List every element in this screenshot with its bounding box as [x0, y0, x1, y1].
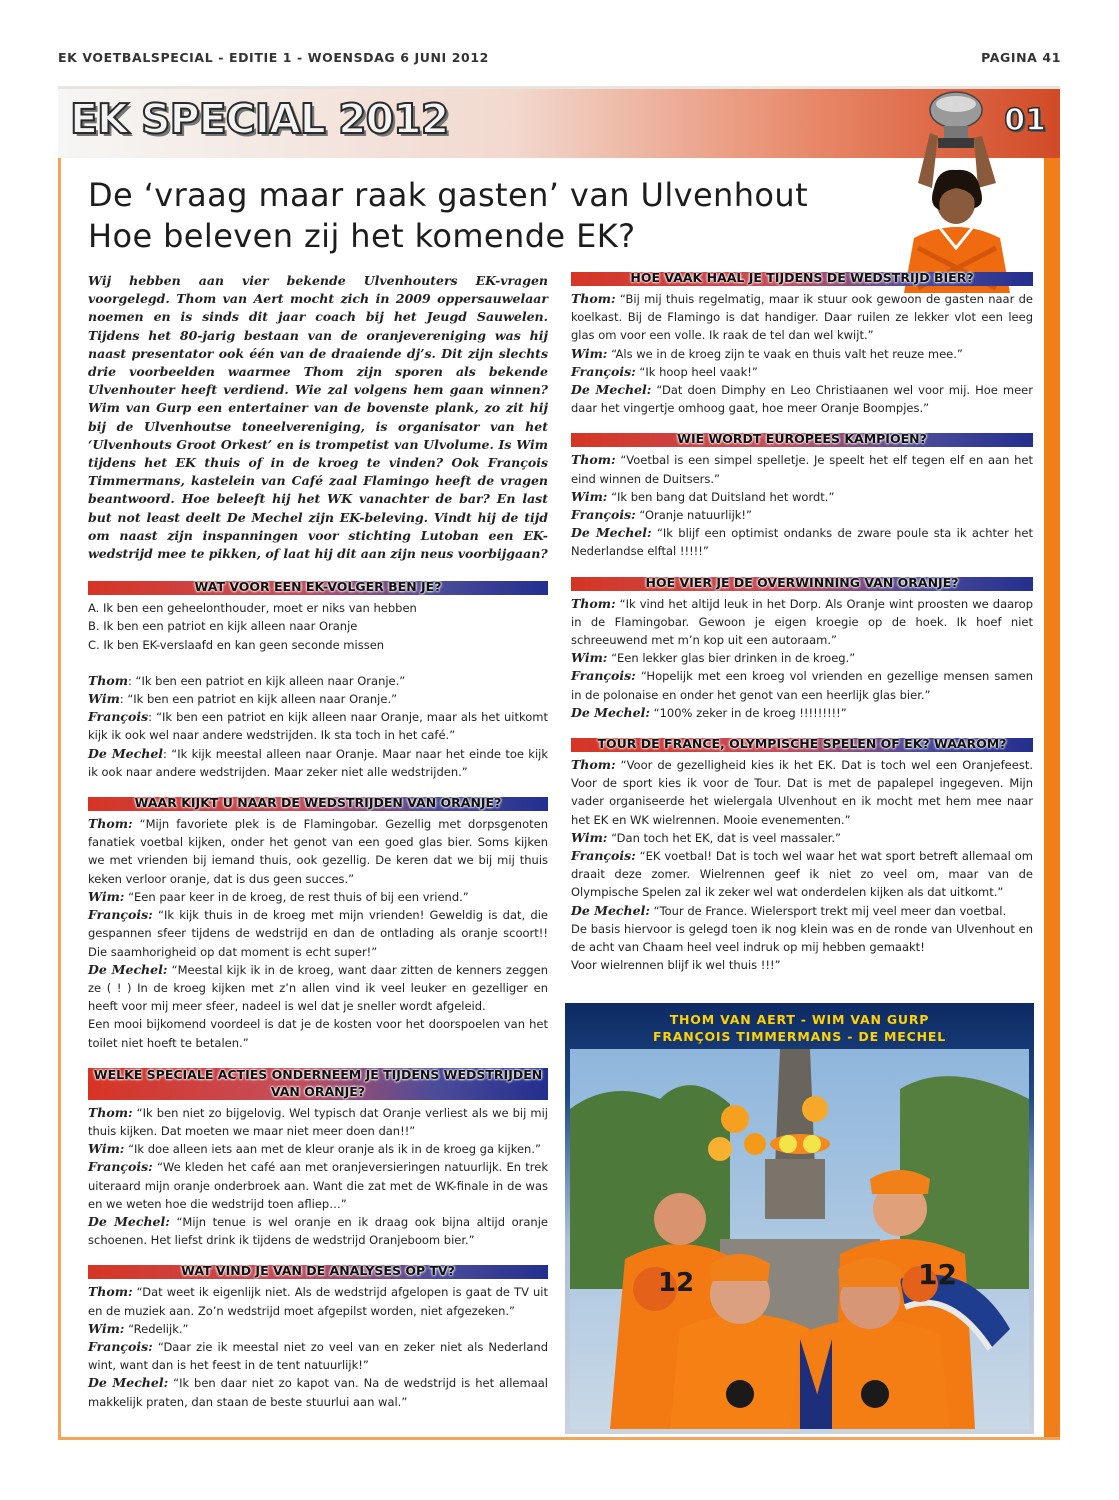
photo-caption	[565, 1011, 1034, 1045]
question-heading-text: TOUR DE FRANCE, OLYMPISCHE SPELEN OF EK? WAAROM?	[597, 736, 1007, 752]
photo-caption-line-2: FRANÇOIS TIMMERMANS - DE MECHEL	[653, 1029, 946, 1044]
speaker-name: De Mechel:	[571, 704, 650, 720]
speaker-name: Wim:	[571, 488, 608, 504]
question-heading-speciale-acties	[88, 1068, 548, 1100]
right-column	[571, 272, 1033, 975]
speaker-name: François:	[571, 668, 636, 684]
answer-text: “Bij mij thuis regelmatig, maar ik stuur ook gewoon de gasten naar de koelkast. Bij de Flamingo is dat handiger. Daar ruilen ze lekker vlot een leeg glas om voor een volle. Ik raak de tel dan wel kwijt.”	[571, 292, 1033, 343]
running-header	[58, 50, 1061, 68]
shirt-number-left: 12	[658, 1268, 695, 1298]
answer-thom	[571, 595, 1033, 650]
answer-text: “Daar zie ik meestal niet zo veel van en zeker niet als Nederland wint, want dan is het feest in de tent natuurlijk!”	[88, 1339, 548, 1373]
answer-francois	[571, 847, 1033, 902]
speaker-name: François:	[88, 1159, 153, 1175]
answer-de-mechel	[571, 704, 1033, 722]
answer-wim	[571, 345, 1033, 363]
speaker-name: François:	[88, 907, 153, 923]
option-c: C. Ik ben EK-verslaafd en kan geen seconde missen	[88, 637, 385, 652]
answer-wim	[88, 888, 548, 906]
speaker-name: François:	[571, 848, 636, 864]
answer-de-mechel	[88, 961, 548, 1016]
answer-text: “Mijn tenue is wel oranje en ik draag ook bijna altijd oranje schoenen. Het liefst drink ik tijdens de wedstrijd Oranjeboom bier.”	[88, 1214, 548, 1248]
question-heading-text: WAAR KIJKT U NAAR DE WEDSTRIJDEN VAN ORANJE?	[134, 795, 502, 811]
speaker-name: De Mechel:	[88, 1213, 170, 1229]
answer-wim	[571, 649, 1033, 667]
answer-francois	[571, 363, 1033, 381]
answer-text: “100% zeker in de kroeg !!!!!!!!!”	[649, 705, 847, 720]
page-number: PAGINA 41	[981, 50, 1061, 65]
answer-continuation: Voor wielrennen blijf ik wel thuis !!!”	[571, 958, 781, 973]
speaker-name: Wim:	[571, 829, 608, 845]
banner-title: EK SPECIAL 2012	[70, 95, 449, 143]
answer-text: “Mijn favoriete plek is de Flamingobar. Gezellig met dorpsgenoten fanatiek voetbal kijken, onder het genot van een goed glas bier. Soms kijken we met vrienden bij iemand thuis, ook gezellig. De keren dat we bij mij thuis keken verloor oranje, dat is dus geen succes.”	[88, 817, 548, 886]
answer-text: “Ik ben niet zo bijgelovig. Wel typisch dat Oranje verliest als we bij mij thuis kijken. Dat moeten we maar niet meer doen dan!!”	[88, 1105, 548, 1138]
answer-text: : “Ik ben een patriot en kijk alleen naar Oranje.”	[127, 673, 406, 688]
speaker-name: Wim:	[88, 1320, 125, 1336]
speaker-name: Wim:	[88, 1141, 125, 1157]
question-heading-analyses	[88, 1265, 548, 1279]
answer-text: “Dan toch het EK, dat is veel massaler.”	[607, 830, 841, 845]
answer-de-mechel	[571, 902, 1033, 920]
answer-text: “Ik hoop heel vaak!”	[635, 364, 758, 379]
question-heading-volger	[88, 581, 548, 595]
answer-text: “Ik doe alleen iets aan met de kleur oranje als ik in de kroeg ga kijken.”	[124, 1142, 541, 1157]
answer-wim	[88, 1140, 548, 1158]
question-heading-text: WAT VOOR EEN EK-VOLGER BEN JE?	[194, 579, 442, 595]
answer-de-mechel	[571, 381, 1033, 417]
answer-text: “Voor de gezelligheid kies ik het EK. Dat is toch wel een Oranjefeest. Voor de sport kies ik voor de Tour. Dat is met de papalepel ingegeven. Mijn vader organiseerde het wielergala Ulvenhout en ik mocht met hem mee naar het EK en WK wielrennen. Mooie evenementen.”	[571, 758, 1033, 827]
answer-text: “Een paar keer in de kroeg, de rest thuis of bij een vriend.”	[124, 889, 469, 904]
photo-caption-line-1: THOM VAN AERT - WIM VAN GURP	[669, 1012, 930, 1027]
answer-text: “Tour de France. Wielersport trekt mij veel meer dan voetbal.	[649, 903, 1007, 918]
answer-de-mechel	[88, 1374, 548, 1410]
headline-line-1: De ‘vraag maar raak gasten’ van Ulvenhout	[88, 176, 809, 214]
answer-text: “EK voetbal! Dat is toch wel waar het wat sport betreft allemaal om draait deze zomer. Wielrennen geef ik niet zo veel om, maar van de Olympische Spelen zal ik zeker wel wat onderdelen kijken als dat uitkomt.”	[571, 849, 1033, 900]
banner-number: 01	[1004, 103, 1046, 138]
running-header-edition: EK VOETBALSPECIAL - EDITIE 1 - WOENSDAG 6 JUNI 2012	[58, 50, 489, 65]
spacer	[88, 654, 548, 672]
speaker-name: De Mechel:	[571, 525, 652, 541]
answer-text: “Ik blijf een optimist ondanks de zware poule sta ik achter het Nederlandse elftal !!!!!”	[571, 526, 1033, 559]
answer-thom	[571, 451, 1033, 487]
answer-text: “Een lekker glas bier drinken in de kroeg.”	[607, 651, 856, 666]
answer-francois	[88, 708, 548, 744]
answer-de-mechel	[88, 745, 548, 781]
headline-line-2: Hoe beleven zij het komende EK?	[88, 217, 636, 255]
answer-text: “Als we in de kroeg zijn te vaak en thuis valt het reuze mee.”	[607, 346, 963, 361]
answer-options	[88, 599, 548, 654]
speaker-name: Wim:	[571, 345, 608, 361]
speaker-name: Wim:	[571, 650, 608, 666]
answer-wim	[571, 488, 1033, 506]
right-orange-bar	[1044, 158, 1060, 1440]
answer-text: “Meestal kijk ik in de kroeg, want daar zitten de kenners zeggen ze ( ! ) In de kroeg kijken met z’n allen vind ik veel leuker en gezelliger en heeft voor mij meer sfeer, nadeel is wel dat je sneller wordt afgeleid.	[88, 962, 548, 1014]
speaker-name: Wim:	[88, 888, 125, 904]
answer-francois	[88, 1338, 548, 1374]
bottom-border-line	[58, 1437, 1060, 1440]
question-heading-text: HOE VAAK HAAL JE TIJDENS DE WEDSTRIJD BIER?	[630, 270, 974, 285]
shirt-number-right: 12	[918, 1258, 957, 1291]
answer-francois	[571, 667, 1033, 703]
answer-thom	[571, 290, 1033, 345]
speaker-name: De Mechel:	[571, 902, 650, 918]
speaker-name: François:	[571, 363, 636, 379]
question-heading-text: WIE WORDT EUROPEES KAMPIOEN?	[677, 431, 927, 447]
speaker-name: Thom:	[571, 757, 616, 773]
speaker-name: Thom:	[88, 1284, 133, 1300]
answer-wim	[88, 1320, 548, 1338]
answer-francois	[571, 506, 1033, 524]
speaker-name: Thom:	[88, 1104, 133, 1120]
answer-thom	[571, 756, 1033, 829]
answer-text: “Dat weet ik eigenlijk niet. Als de wedstrijd afgelopen is gaat de TV uit en de muziek aan. Zo’n wedstrijd moet afgepilst worden, niet afgezeken.”	[88, 1285, 548, 1318]
answer-thom	[88, 1283, 548, 1319]
answer-text: : “Ik ben een patriot en kijk alleen naar Oranje, maar als het uitkomt kijk ik ook wel naar andere wedstrijden. Ik sta toch in het café.”	[88, 710, 548, 743]
speaker-name: François:	[571, 507, 636, 523]
answer-thom	[88, 815, 548, 888]
answer-de-mechel	[571, 524, 1033, 560]
group-photo-box	[565, 1003, 1034, 1434]
answer-thom	[88, 672, 548, 690]
answer-text: “Voetbal is een simpel spelletje. Je speelt het elf tegen elf en aan het eind winnen de Duitsers.”	[571, 453, 1033, 486]
question-heading-text: WAT VIND JE VAN DE ANALYSES OP TV?	[181, 1263, 455, 1279]
speaker-name: De Mechel:	[88, 961, 168, 977]
speaker-name: De Mechel	[88, 745, 164, 761]
question-heading-bier	[571, 272, 1033, 286]
answer-text: “Redelijk.”	[124, 1321, 189, 1336]
intro-paragraph: Wij hebben aan vier bekende Ulvenhouters EK-vragen voorgelegd. Thom van Aert mocht zich in 2009 oppersauwelaar noemen en is sinds dit jaar coach bij het Jeugd Sauwelen. Tijdens het 80-jarig bestaan van de oranjevereniging was hij naast presentator ook één van de draaiende dj’s. Dit zijn slechts drie voorbeelden waarmee Thom zijn sporen als bekende Ulvenhouter heeft verdiend. Wie zal volgens hem gaan winnen? Wim van Gurp een entertainer van de bovenste plank, zo zit hij bij de Ulvenhoutse toneelvereniging, is organisator van het ‘Ulvenhouts Groot Orkest’ en is trompetist van Ulvolume. Is Wim tijdens het EK thuis of in de kroeg te vinden? Ook François Timmermans, kastelein van Café zaal Flamingo heeft de vragen beantwoord. Hoe beleeft hij het WK vanachter de bar? En last but not least deelt De Mechel zijn EK-beleving. Vindt hij de tijd om naast zijn inspanningen voor stichting Lutoban een EK-wedstrijd mee te pikken, of laat hij dit aan zijn neus voorbijgaan?	[88, 273, 548, 562]
answer-text: “We kleden het café aan met oranjeversieringen natuurlijk. En trek uiteraard mijn oranje onderbroek aan. Want die zat met de WK-finale in de was en we weten hoe die wedstrijd toen afliep…”	[88, 1160, 548, 1211]
question-heading-text: HOE VIER JE DE OVERWINNING VAN ORANJE?	[645, 574, 959, 590]
speaker-name: Thom:	[571, 452, 616, 468]
answer-text: “Ik kijk thuis in de kroeg met mijn vrienden! Geweldig is dat, die gespannen sfeer tijdens de wedstrijd en dan de ontlading als oranje scoort!! Die saamhorigheid op dat moment is echt super!”	[88, 908, 548, 959]
answer-de-mechel	[88, 1213, 548, 1249]
answer-text: “Ik ben bang dat Duitsland het wordt.”	[607, 489, 835, 504]
answer-text: “Ik vind het altijd leuk in het Dorp. Als Oranje wint proosten we daarop in de Flamingobar. Gewoon je eigen kroegie op de hoek. Ik hoef niet schreeuwend met m’n kop uit een autoraam.”	[571, 596, 1033, 648]
speaker-name: Thom	[88, 672, 128, 688]
question-heading-waar-kijkt	[88, 797, 548, 811]
left-column	[88, 272, 548, 1411]
question-heading-tour-olympische-ek	[571, 738, 1033, 752]
answer-continuation: De basis hiervoor is gelegd toen ik nog klein was en de ronde van Ulvenhout en de acht van Chaam heel veel indruk op mij hebben gemaakt!	[571, 921, 1033, 955]
answer-francois	[88, 906, 548, 961]
speaker-name: De Mechel:	[88, 1375, 169, 1391]
answer-text: : “Ik ben een patriot en kijk alleen naar Oranje.”	[119, 692, 398, 707]
question-heading-overwinning	[571, 574, 1033, 591]
answer-text: “Hopelijk met een kroeg vol vrienden en gezellige mensen samen in de polonaise en onder het genot van een heerlijk glas bier.”	[571, 669, 1033, 702]
speaker-name: François	[88, 709, 149, 725]
answer-continuation: Een mooi bijkomend voordeel is dat je de kosten voor het doorspoelen van het toilet niet hoeft te betalen.”	[88, 1017, 548, 1050]
answer-text: : “Ik kijk meestal alleen naar Oranje. Maar naar het einde toe kijk ik ook naar andere wedstrijden. Maar zeker niet alle wedstrijden.”	[88, 746, 549, 779]
speaker-name: De Mechel:	[571, 382, 652, 398]
option-a: A. Ik ben een geheelonthouder, moet er niks van hebben	[88, 601, 417, 616]
speaker-name: Wim	[88, 691, 120, 707]
option-b: B. Ik ben een patriot en kijk alleen naar Oranje	[88, 619, 358, 634]
question-heading-kampioen	[571, 433, 1033, 447]
question-heading-text: WELKE SPECIALE ACTIES ONDERNEEM JE TIJDENS WEDSTRIJDEN VAN ORANJE?	[93, 1066, 543, 1099]
speaker-name: Thom:	[88, 816, 133, 832]
answer-wim	[88, 690, 548, 708]
speaker-name: Thom:	[571, 595, 616, 611]
answer-text: “Oranje natuurlijk!”	[635, 508, 752, 523]
answer-francois	[88, 1158, 548, 1213]
article-headline	[88, 175, 888, 257]
answer-text: “Dat doen Dimphy en Leo Christiaanen wel voor mij. Hoe meer daar het vingertje omhoog gaat, hoe meer Oranje Boompjes.”	[571, 383, 1033, 416]
left-border-line	[58, 158, 61, 1440]
answer-text: “Ik ben daar niet zo kapot van. Na de wedstrijd is het allemaal makkelijk praten, dan staan de beste stuurlui aan wal.”	[88, 1376, 549, 1409]
speaker-name: François:	[88, 1338, 153, 1354]
answer-wim	[571, 829, 1033, 847]
answer-thom	[88, 1104, 548, 1140]
player-with-trophy-illustration	[878, 88, 1028, 293]
group-photo	[570, 1049, 1029, 1429]
speaker-name: Thom:	[571, 291, 616, 306]
